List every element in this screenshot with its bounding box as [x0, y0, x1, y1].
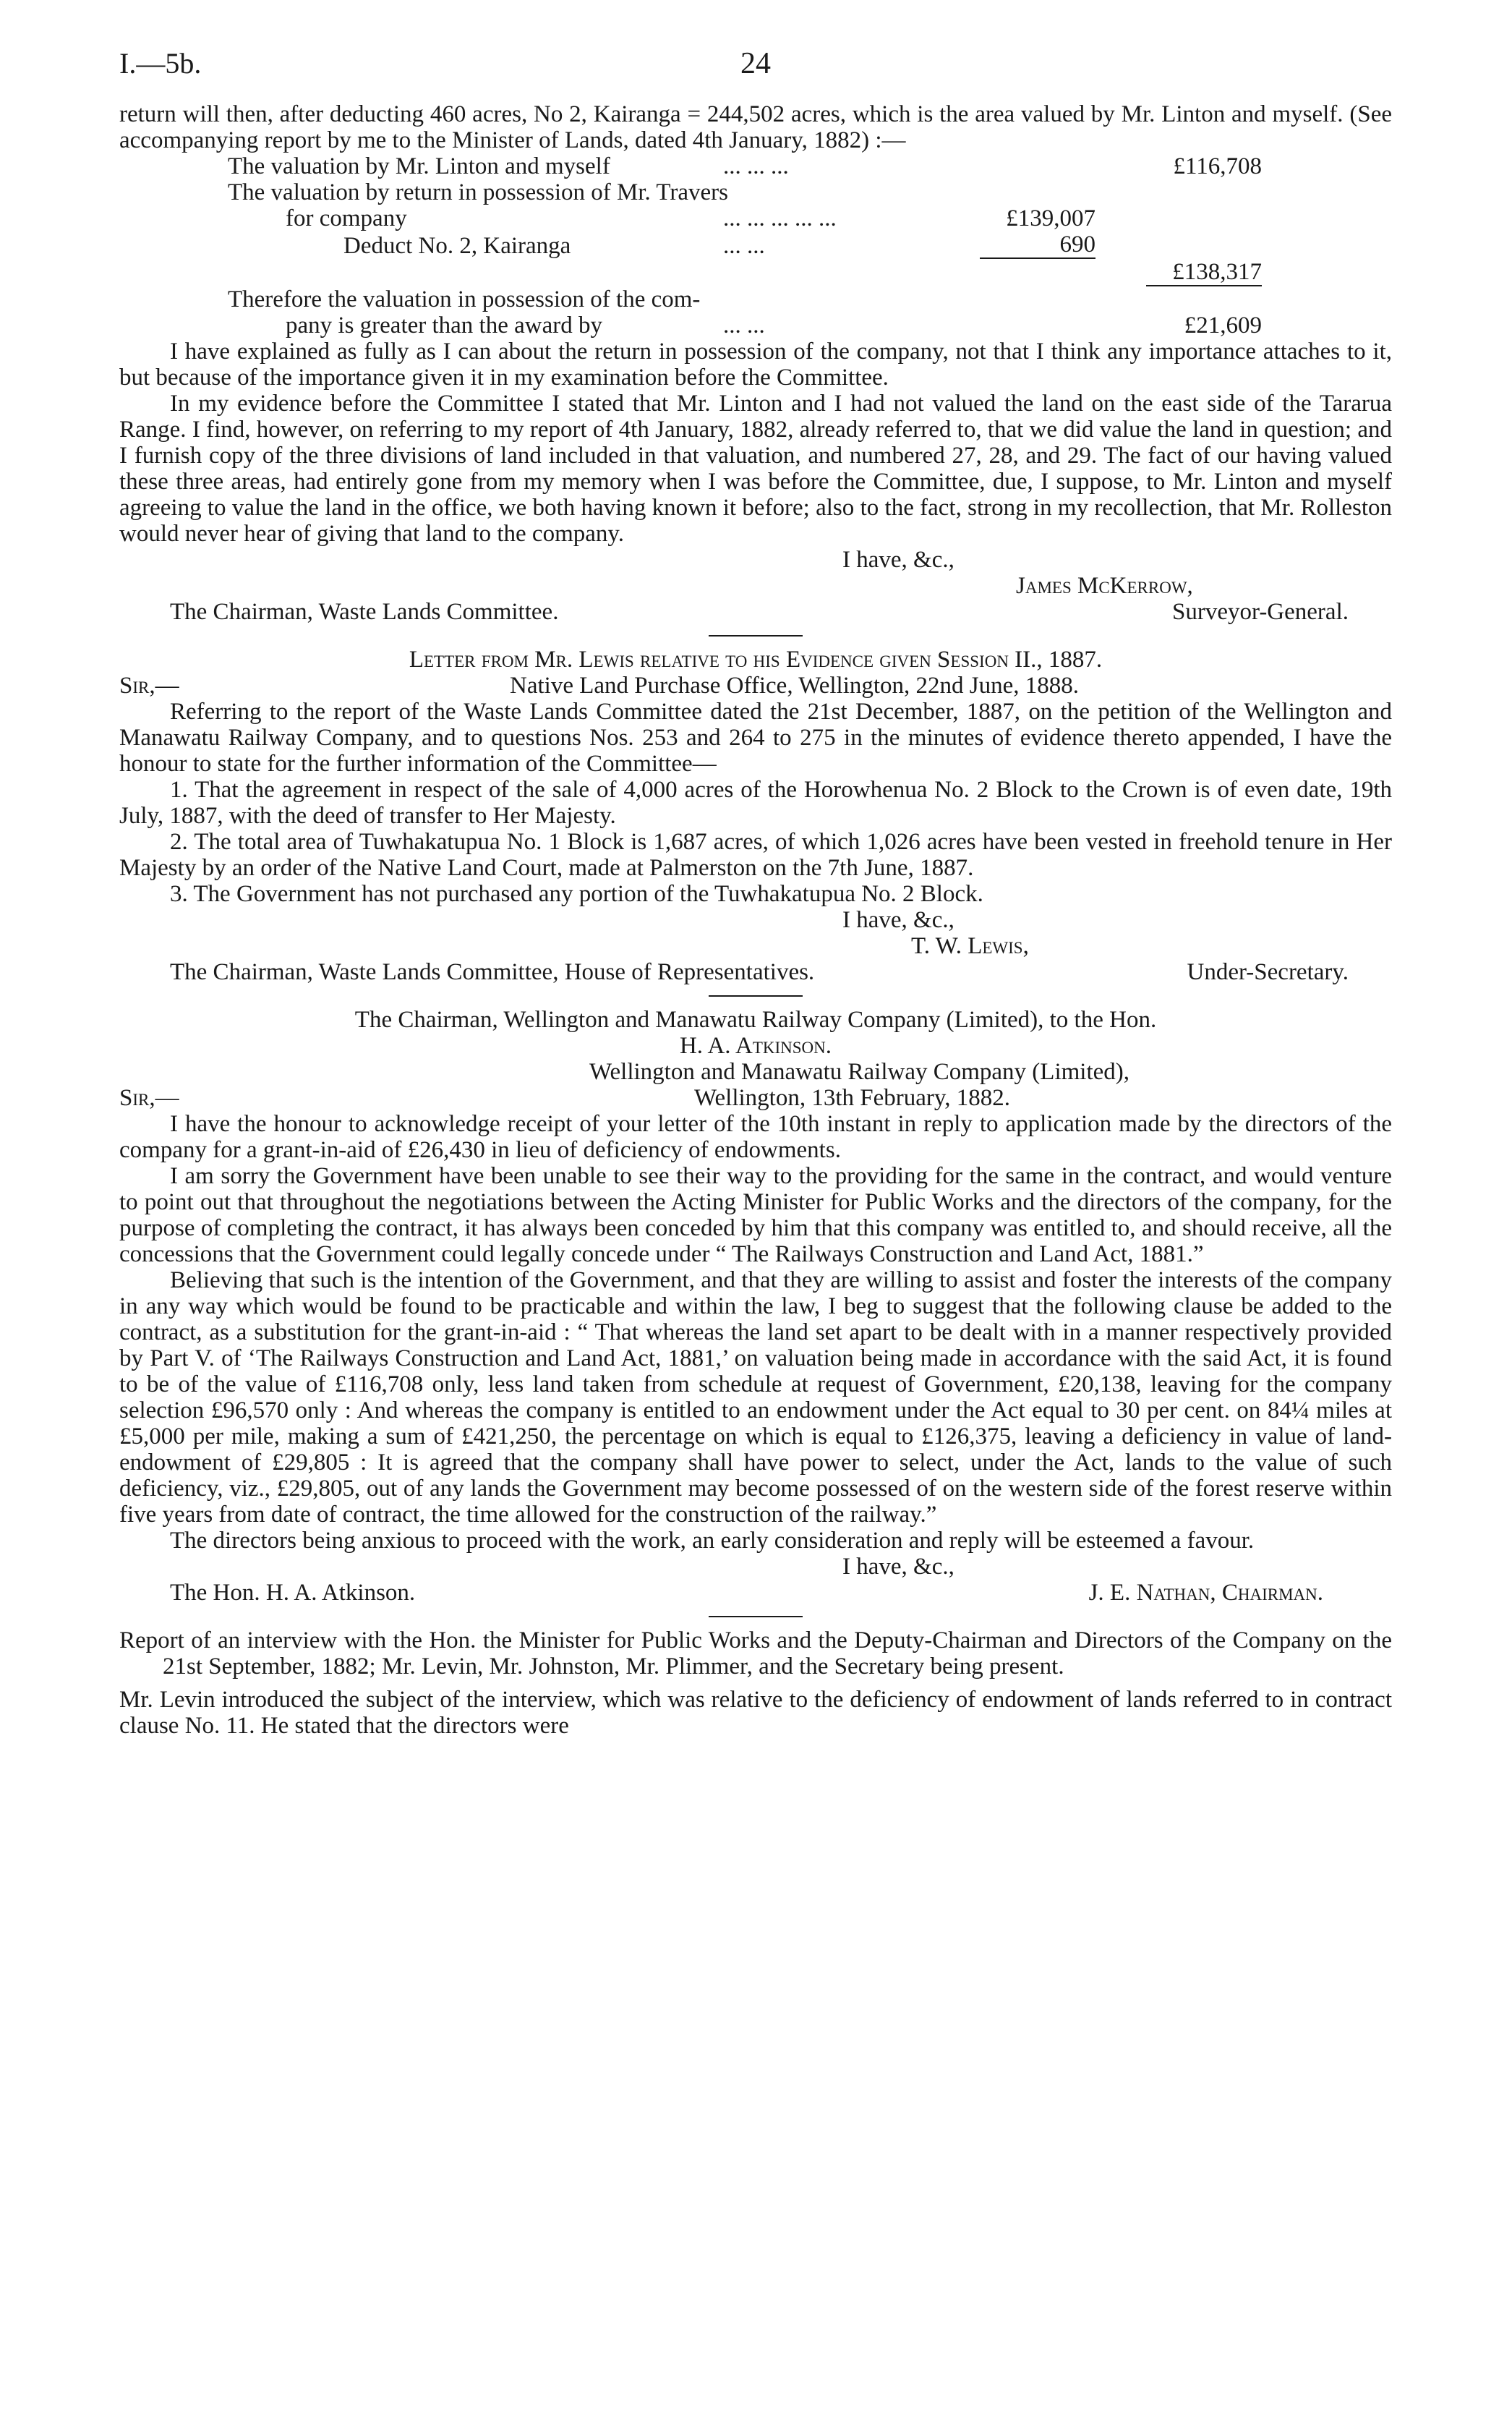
- document-page: [119, 47, 1392, 1739]
- paragraph: In my evidence before the Committee I stated that Mr. Linton and I had not valued the land on the east side of the Tararua Range. I find, however, on referring to my report of 4th January, 1882, already referred to, that we did value the land in question; and I furnish copy of the three divisions of land included in that valuation, and numbered 27, 28, and 29. The fact of our having valued these three areas, had entirely gone from my memory when I was before the Committee, due, I suppose, to Mr. Linton and myself agreeing to value the land in the office, we both having known it before; also to the fact, strong in my recollection, that Mr. Rolleston would never hear of giving that land to the company.: [119, 391, 1392, 547]
- document-reference: I.—5b.: [119, 47, 202, 80]
- paragraph: The directors being anxious to proceed with the work, an early consideration and reply will be esteemed a favour.: [170, 1528, 1255, 1554]
- list-item: 3. The Government has not purchased any portion of the Tuwhakatupua No. 2 Block.: [170, 881, 983, 907]
- valuation-row: The valuation by Mr. Linton and myself ... ... ... £116,708: [228, 153, 1262, 179]
- page-number: 24: [740, 47, 771, 80]
- closing: I have, &c.,: [842, 547, 954, 573]
- section-heading-line2: H. A. Atkinson.: [679, 1033, 832, 1059]
- section-heading: The Chairman, Wellington and Manawatu Railway Company (Limited), to the Hon.: [354, 1007, 1157, 1033]
- report-heading: Report of an interview with the Hon. the Minister for Public Works and the Deputy-Chairman and Directors of the Company on the 21st September, 1882; Mr. Levin, Mr. Johnston, Mr. Plimmer, and the Secretary being present.: [119, 1627, 1392, 1680]
- dateline-row: Sir,— Native Land Purchase Office, Wellington, 22nd June, 1888.: [119, 673, 1080, 699]
- list-item: 1. That the agreement in respect of the sale of 4,000 acres of the Horowhenua No. 2 Block to the Crown is of even date, 19th July, 1887, with the deed of transfer to Her Majesty.: [119, 777, 1392, 829]
- valuation-table: [228, 153, 1262, 339]
- closing: I have, &c.,: [842, 907, 954, 933]
- valuation-row: The valuation by return in possession of Mr. Travers: [228, 179, 729, 205]
- valuation-row: for company ... ... ... ... ... £139,007: [286, 205, 1095, 231]
- signer-name: T. W. Lewis,: [911, 933, 1029, 959]
- paragraph: Mr. Levin introduced the subject of the interview, which was relative to the deficiency of endowment of lands referred to in contract clause No. 11. He stated that the directors were: [119, 1687, 1392, 1739]
- valuation-row: Therefore the valuation in possession of the com-: [228, 286, 701, 312]
- valuation-row: Deduct No. 2, Kairanga ... ... 690: [343, 231, 1095, 259]
- divider: [709, 995, 803, 997]
- page-header: [119, 47, 1392, 101]
- paragraph: return will then, after deducting 460 acres, No 2, Kairanga = 244,502 acres, which is the area valued by Mr. Linton and myself. (See accompanying report by me to the Minister of Lands, dated 4th January, 1882) :—: [119, 101, 1392, 153]
- paragraph: I have the honour to acknowledge receipt of your letter of the 10th instant in reply to application made by the directors of the company for a grant-in-aid of £26,430 in lieu of deficiency of endowments.: [119, 1111, 1392, 1163]
- paragraph: Referring to the report of the Waste Lands Committee dated the 21st December, 1887, on the petition of the Wellington and Manawatu Railway Company, and to questions Nos. 253 and 264 to 275 in the minutes of evidence thereto appended, I have the honour to state for the further information of the Committee—: [119, 699, 1392, 777]
- closing: I have, &c.,: [842, 1554, 954, 1580]
- signature-line: The Chairman, Waste Lands Committee, House of Representatives. Under-Secretary.: [170, 959, 1349, 985]
- valuation-row: £138,317: [228, 259, 1262, 286]
- dateline-row: Sir,— Wellington, 13th February, 1882.: [119, 1085, 1010, 1111]
- paragraph: I have explained as fully as I can about the return in possession of the company, not that I think any importance attaches to it, but because of the importance given it in my examination before the Committee.: [119, 339, 1392, 391]
- section-heading: Letter from Mr. Lewis relative to his Evidence given Session II., 1887.: [409, 647, 1103, 673]
- list-item: 2. The total area of Tuwhakatupua No. 1 Block is 1,687 acres, of which 1,026 acres have been vested in freehold tenure in Her Majesty by an order of the Native Land Court, made at Palmerston on the 7th June, 1887.: [119, 829, 1392, 881]
- valuation-row: pany is greater than the award by ... ... £21,609: [286, 312, 1262, 339]
- signer-name: James McKerrow,: [1016, 573, 1193, 599]
- divider: [709, 1616, 803, 1617]
- address-line: Wellington and Manawatu Railway Company (Limited),: [589, 1059, 1130, 1085]
- divider: [709, 635, 803, 637]
- signature-line: The Chairman, Waste Lands Committee. Surveyor-General.: [170, 599, 1349, 625]
- signature-line: The Hon. H. A. Atkinson. J. E. Nathan, Chairman.: [170, 1580, 1323, 1606]
- paragraph: Believing that such is the intention of the Government, and that they are willing to assist and foster the interests of the company in any way which would be found to be practicable and within the law, I beg to suggest that the following clause be added to the contract, as a substitution for the grant-in-aid : “ That whereas the land set apart to be dealt with in a manner respectively provided by Part V. of ‘The Railways Construction and Land Act, 1881,’ on valuation being made in accordance with the said Act, it is found to be of the value of £116,708 only, less land taken from schedule at request of Government, £20,138, leaving for the company selection £96,570 only : And whereas the company is entitled to an endowment under the Act equal to 30 per cent. on 84¼ miles at £5,000 per mile, making a sum of £421,250, the percentage on which is equal to £126,375, leaving a deficiency in value of land-endowment of £29,805 : It is agreed that the company shall have power to select, under the Act, lands to the value of such deficiency, viz., £29,805, out of any lands the Government may become possessed of on the western side of the forest reserve within five years from date of contract, the time allowed for the construction of the railway.”: [119, 1267, 1392, 1528]
- paragraph: I am sorry the Government have been unable to see their way to the providing for the same in the contract, and would venture to point out that throughout the negotiations between the Acting Minister for Public Works and the directors of the company, for the purpose of completing the contract, it has always been conceded by him that this company was entitled to, and should receive, all the concessions that the Government could legally concede under “ The Railways Construction and Land Act, 1881.”: [119, 1163, 1392, 1267]
